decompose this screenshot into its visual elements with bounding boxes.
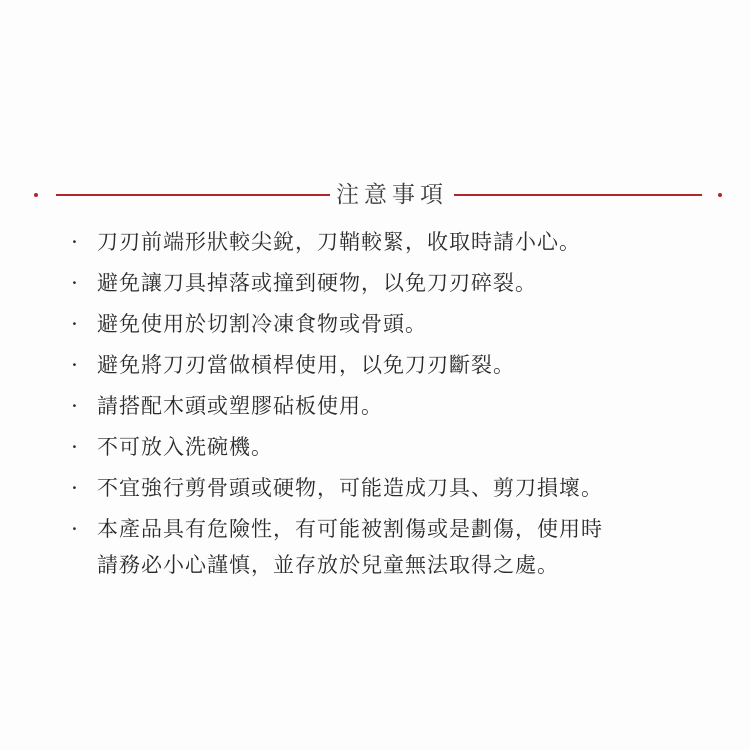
- bullet-mark: ·: [71, 476, 79, 500]
- caution-text-line-1: 本產品具有危險性，有可能被割傷或是劃傷，使用時: [97, 517, 603, 541]
- caution-text: 不可放入洗碗機。: [97, 435, 273, 459]
- section-title: 注意事項: [336, 182, 448, 208]
- section-header: [34, 178, 722, 212]
- bullet-mark: ·: [71, 435, 79, 459]
- header-right-dot: [718, 193, 722, 197]
- caution-item: [68, 468, 718, 509]
- caution-item: [68, 509, 718, 583]
- caution-text: 避免將刀刃當做槓桿使用，以免刀刃斷裂。: [97, 353, 515, 377]
- bullet-mark: ·: [71, 394, 79, 418]
- caution-item: [68, 386, 718, 427]
- bullet-mark: ·: [71, 353, 79, 377]
- caution-text: 請搭配木頭或塑膠砧板使用。: [97, 394, 383, 418]
- bullet-mark: ·: [71, 271, 79, 295]
- header-left-dot: [34, 193, 38, 197]
- caution-item: [68, 263, 718, 304]
- bullet-mark: ·: [71, 517, 79, 541]
- caution-text: 避免讓刀具掉落或撞到硬物，以免刀刃碎裂。: [97, 271, 537, 295]
- caution-text-line-2: 請務必小心謹慎，並存放於兒童無法取得之處。: [97, 553, 559, 577]
- header-right-rule: [454, 194, 702, 196]
- caution-item: [68, 222, 718, 263]
- caution-item: [68, 427, 718, 468]
- caution-text: 不宜強行剪骨頭或硬物，可能造成刀具、剪刀損壞。: [97, 476, 603, 500]
- bullet-mark: ·: [71, 230, 79, 254]
- caution-list: [68, 222, 718, 583]
- caution-item: [68, 304, 718, 345]
- caution-text: 刀刃前端形狀較尖銳，刀鞘較緊，收取時請小心。: [97, 230, 581, 254]
- caution-text: 避免使用於切割冷凍食物或骨頭。: [97, 312, 427, 336]
- header-left-rule: [56, 194, 330, 196]
- caution-item: [68, 345, 718, 386]
- bullet-mark: ·: [71, 312, 79, 336]
